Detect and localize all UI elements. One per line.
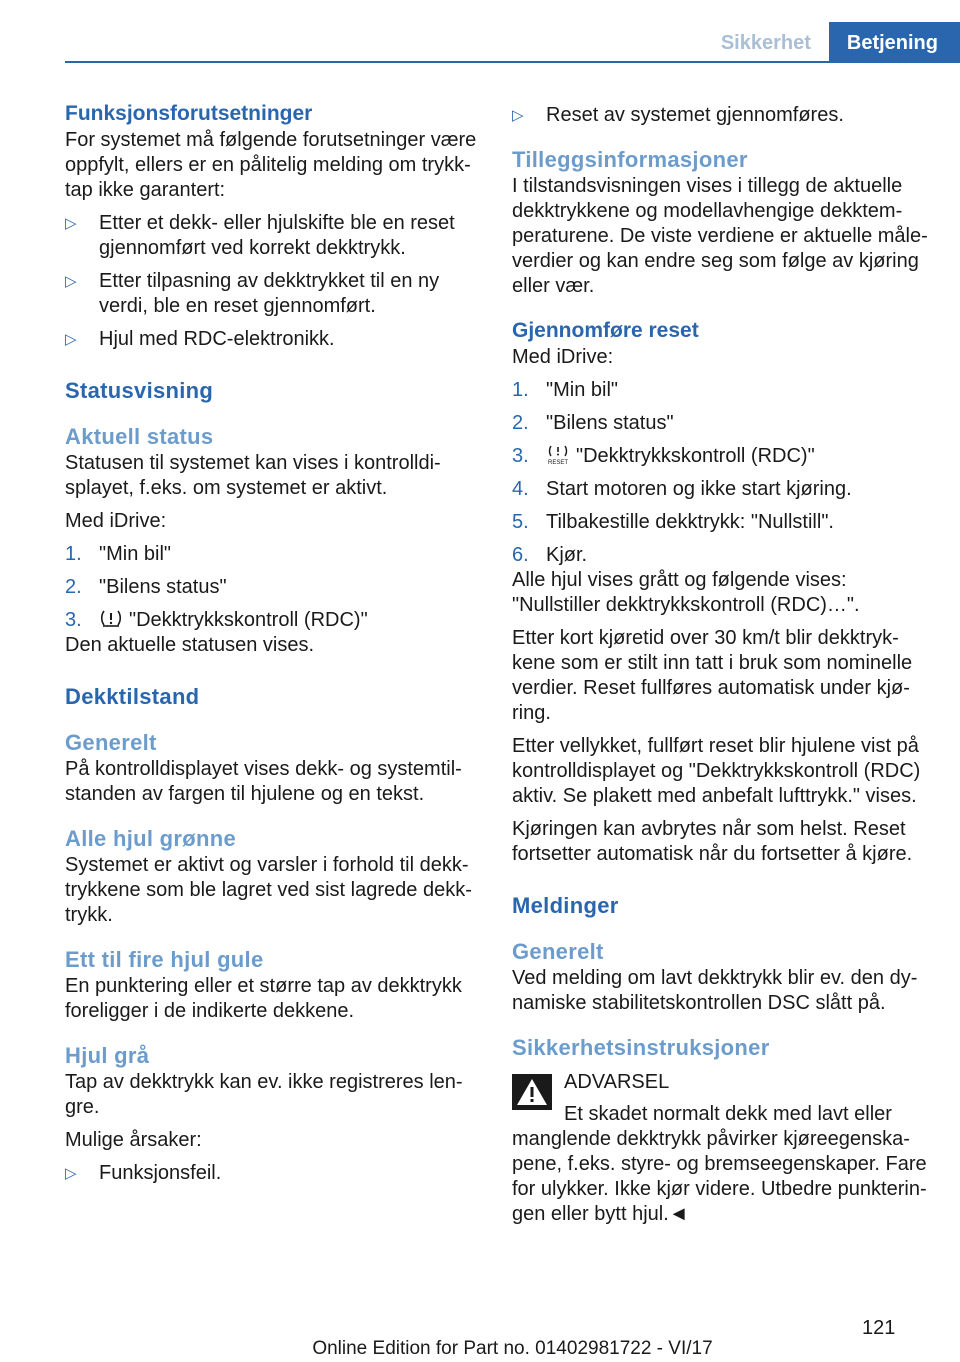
edition-footer: Online Edition for Part no. 01402981722 - VI/17 <box>312 1338 713 1359</box>
list-top <box>512 103 928 128</box>
heading-hjul-gra: Hjul grå <box>65 1043 150 1068</box>
steps-status <box>65 542 479 633</box>
paragraph-avbrytes: Kjøringen kan avbrytes når som helst. Reset fortsetter automatisk når du fortsetter å kjøre. <box>512 818 913 865</box>
tab-sikkerhet[interactable]: Sikkerhet <box>703 22 829 62</box>
tire-pressure-icon <box>99 609 123 629</box>
list-item: ▷ Reset av systemet gjennomføres. <box>512 104 844 126</box>
warning-block <box>512 1070 928 1227</box>
heading-generelt: Generelt <box>65 730 157 755</box>
heading-funksjonsforutsetninger: Funksjonsforutsetninger <box>65 102 313 125</box>
paragraph-vises: Den aktuelle statusen vises. <box>65 634 315 656</box>
tire-pressure-reset-icon <box>546 445 570 465</box>
heading-alle-hjul-gronne: Alle hjul grønne <box>65 826 237 851</box>
paragraph-funksjon: For systemet må følgende forutsetninger være oppfylt, ellers er en pålitelig melding om trykktap ikke garantert: <box>65 129 477 201</box>
list-item: 4. Start motoren og ikke start kjøring. <box>512 478 852 500</box>
warning-text: manglende dekktrykk påvirker kjøreegenskapene, f.eks. styre- og bremseegenskaper. Fare for ulykker. Ikke kjør videre. Utbedre punkteringen eller bytt hjul.◄ <box>512 1128 927 1225</box>
paragraph-tillegg: I tilstandsvisningen vises i tillegg de aktuelle dekktrykkene og modellavhengige dekktemperaturene. De viste verdiene er aktuelle måleverdier og kan endre seg som følge av kjøring eller vær. <box>512 175 928 297</box>
list-item: 3. RESET "Dekktrykkskontroll (RDC)" <box>512 445 815 467</box>
heading-statusvisning: Statusvisning <box>65 378 214 403</box>
warning-text-first-line: Et skadet normalt dekk med lavt eller <box>564 1103 892 1125</box>
list-item: 5. Tilbakestille dekktrykk: "Nullstill". <box>512 511 834 533</box>
triangle-bullet-icon: ▷ <box>512 107 524 124</box>
warning-triangle-icon <box>512 1074 552 1110</box>
right-column <box>512 100 928 1227</box>
heading-gjennomfore-reset: Gjennomføre reset <box>512 319 699 342</box>
triangle-bullet-icon: ▷ <box>65 215 77 232</box>
list-arsaker <box>65 1161 479 1186</box>
heading-ett-til-fire-hjul-gule: Ett til fire hjul gule <box>65 947 264 972</box>
list-item: ▷ Funksjonsfeil. <box>65 1162 222 1184</box>
heading-meldinger: Meldinger <box>512 893 619 918</box>
svg-text:RESET: RESET <box>547 460 569 465</box>
heading-generelt: Generelt <box>512 939 604 964</box>
header-divider <box>65 61 960 63</box>
list-item: 1. "Min bil" <box>65 543 171 565</box>
list-item: 2. "Bilens status" <box>65 576 227 598</box>
list-item: ▷ Etter et dekk- eller hjulskifte ble en reset gjennomført ved korrekt dekktrykk. <box>65 212 455 259</box>
paragraph-idrive: Med iDrive: <box>65 510 167 532</box>
triangle-bullet-icon: ▷ <box>65 331 77 348</box>
left-column <box>65 100 479 1194</box>
paragraph-gra: Tap av dekktrykk kan ev. ikke registreres lengre. <box>65 1071 463 1118</box>
steps-reset <box>512 378 928 568</box>
list-item: 6. Kjør. <box>512 544 588 566</box>
paragraph-gronne: Systemet er aktivt og varsler i forhold til dekktrykkene som ble lagret ved sist lagrede dekktrykk. <box>65 854 472 926</box>
paragraph-gule: En punktering eller et større tap av dekktrykk foreligger i de indikerte dekkene. <box>65 975 462 1022</box>
paragraph-aktuell: Statusen til systemet kan vises i kontrolldisplayet, f.eks. om systemet er aktivt. <box>65 452 441 499</box>
list-item: ▷ Etter tilpasning av dekktrykket til en ny verdi, ble en reset gjennomført. <box>65 270 440 317</box>
heading-sikkerhetsinstruksjoner: Sikkerhetsinstruksjoner <box>512 1035 770 1060</box>
list-funksjon <box>65 211 479 352</box>
section-tabs <box>703 22 960 62</box>
paragraph-generelt: Ved melding om lavt dekktrykk blir ev. den dynamiske stabilitetskontrollen DSC slått på. <box>512 967 918 1014</box>
heading-dekktilstand: Dekktilstand <box>65 684 200 709</box>
list-item: ▷ Hjul med RDC-elektronikk. <box>65 328 335 350</box>
list-item: 2. "Bilens status" <box>512 412 674 434</box>
paragraph-kjoretid: Etter kort kjøretid over 30 km/t blir dekktrykkene som er stilt inn tatt i bruk som nominelle verdier. Reset fullføres automatisk under kjøring. <box>512 627 913 724</box>
paragraph-generelt: På kontrolldisplayet vises dekk- og systemtilstanden av fargen til hjulene og en tekst. <box>65 758 462 805</box>
heading-tilleggsinformasjoner: Tilleggsinformasjoner <box>512 147 748 172</box>
paragraph-vellykket: Etter vellykket, fullført reset blir hjulene vist på kontrolldisplayet og "Dekktrykkskontroll (RDC) aktiv. Se plakett med anbefalt lufttrykk." vises. <box>512 735 921 807</box>
list-item: 1. "Min bil" <box>512 379 618 401</box>
paragraph-idrive: Med iDrive: <box>512 346 614 368</box>
paragraph-gratt: Alle hjul vises grått og følgende vises: "Nullstiller dekktrykkskontroll (RDC)…". <box>512 569 860 616</box>
paragraph-arsaker: Mulige årsaker: <box>65 1129 202 1151</box>
triangle-bullet-icon: ▷ <box>65 1165 77 1182</box>
heading-aktuell-status: Aktuell status <box>65 424 214 449</box>
page-number: 121 <box>862 1317 896 1339</box>
warning-title: ADVARSEL <box>564 1071 670 1093</box>
tab-betjening[interactable]: Betjening <box>829 22 960 62</box>
triangle-bullet-icon: ▷ <box>65 273 77 290</box>
list-item: 3. "Dekktrykkskontroll (RDC)" <box>65 609 368 631</box>
